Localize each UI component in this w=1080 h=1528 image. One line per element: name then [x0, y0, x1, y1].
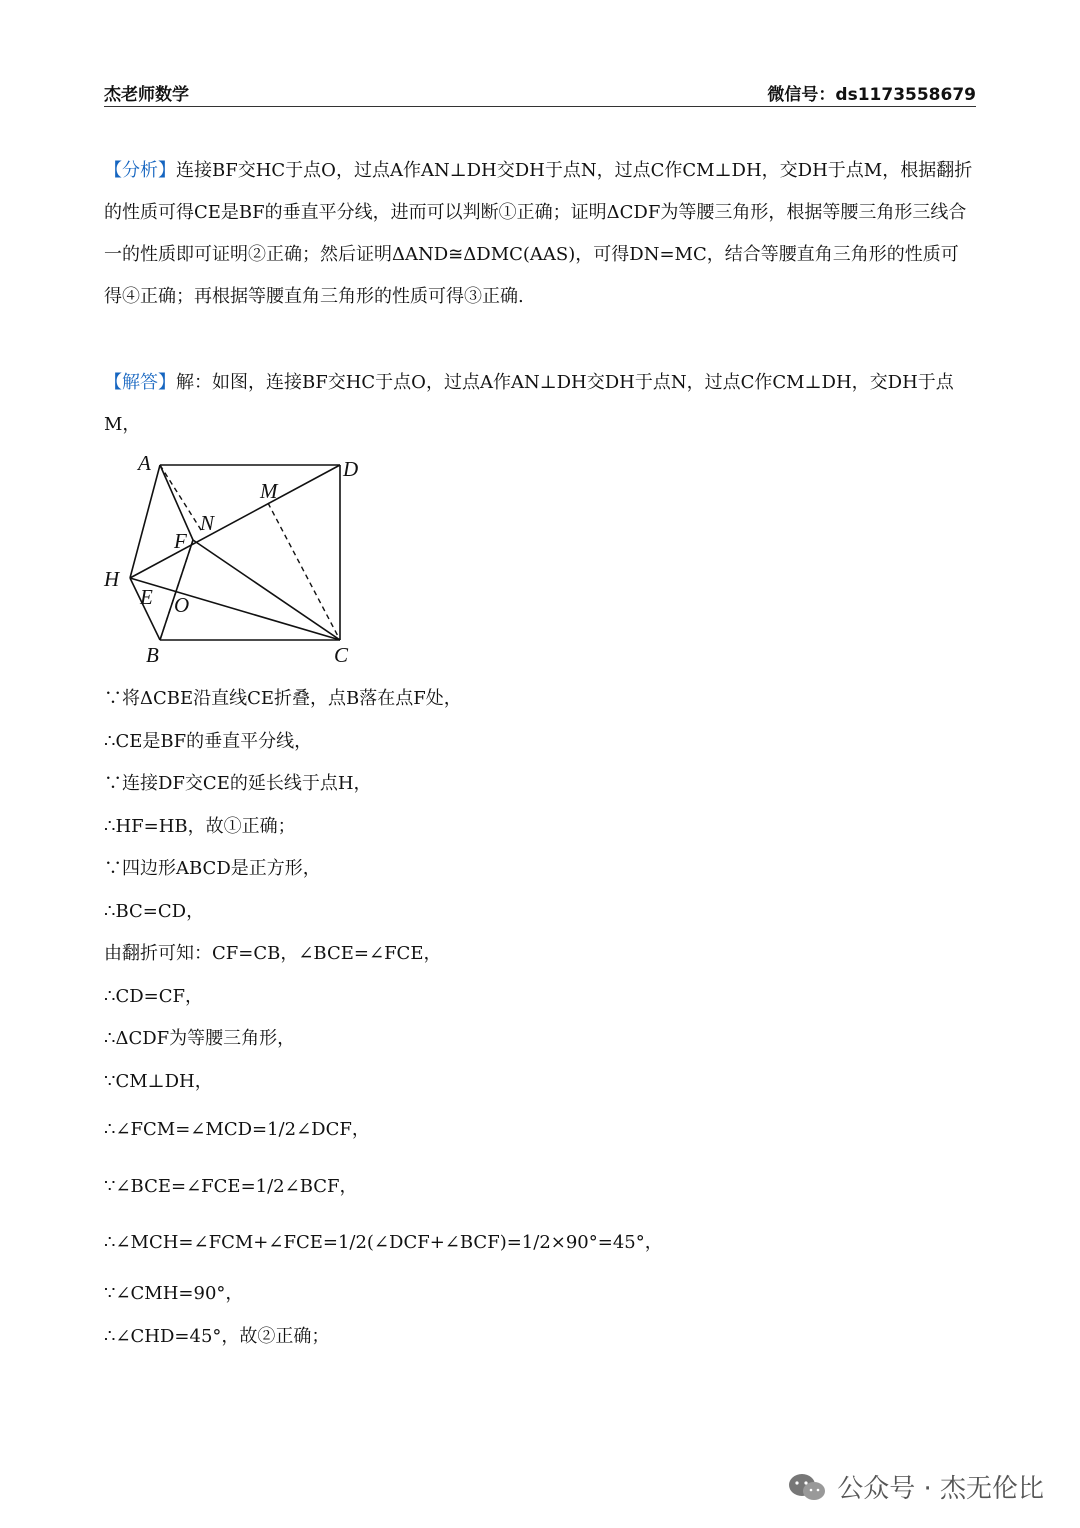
dashed-AN	[160, 465, 203, 533]
step-line: ∴∠MCH=∠FCM+∠FCE=1/2(∠DCF+∠BCF)=1/2×90°=45°，	[104, 1232, 663, 1253]
line-HC	[130, 578, 340, 640]
label-N: N	[200, 511, 215, 535]
page-header	[104, 78, 976, 107]
step-line: ∴∠FCM=∠MCD=1/2∠DCF，	[104, 1119, 370, 1140]
dashed-CM	[268, 503, 340, 640]
step-line: ∵四边形ABCD是正方形，	[104, 858, 321, 879]
analysis-paragraph	[104, 150, 976, 318]
solution-paragraph	[104, 362, 976, 446]
label-B: B	[146, 643, 159, 667]
label-H: H	[104, 567, 120, 591]
analysis-text: 连接BF交HC于点O，过点A作AN⊥DH交DH于点N，过点C作CM⊥DH，交DH于点M，根据翻折的性质可得CE是BF的垂直平分线，进而可以判断①正确；证明ΔCDF为等腰三角形，根据等腰三角形三线合一的性质即可证明②正确；然后证明ΔAND≅ΔDMC(AAS)，可得DN=MC，结合等腰直角三角形的性质可得④正确；再根据等腰直角三角形的性质可得③正确.	[104, 160, 973, 307]
label-C: C	[334, 643, 349, 667]
label-A: A	[138, 451, 151, 475]
header-wechat-id: 微信号：ds1173558679	[767, 85, 976, 105]
geometry-figure	[100, 448, 370, 673]
analysis-tag: 【分析】	[104, 160, 176, 181]
label-F: F	[174, 529, 187, 553]
wechat-icon	[787, 1472, 827, 1502]
step-line: ∴BC=CD，	[104, 901, 205, 922]
label-M: M	[260, 479, 278, 503]
solution-tag: 【解答】	[104, 372, 176, 393]
step-line: ∵CM⊥DH，	[104, 1071, 213, 1092]
step-line: ∵∠BCE=∠FCE=1/2∠BCF，	[104, 1176, 358, 1197]
step-line: ∴∠CHD=45°，故②正确；	[104, 1326, 330, 1347]
watermark-text: 公众号 · 杰无伦比	[837, 1474, 1044, 1504]
label-D: D	[343, 457, 359, 481]
edge-AH	[130, 465, 160, 578]
step-line: ∴CD=CF，	[104, 986, 203, 1007]
line-HD	[130, 465, 340, 578]
step-line: 由翻折可知：CF=CB，∠BCE=∠FCE，	[104, 943, 442, 964]
step-line: ∴ΔCDF为等腰三角形，	[104, 1028, 296, 1049]
solution-text: 解：如图，连接BF交HC于点O，过点A作AN⊥DH交DH于点N，过点C作CM⊥DH，交DH于点M，	[104, 372, 954, 435]
label-E: E	[140, 585, 153, 609]
step-line: ∴HF=HB，故①正确；	[104, 816, 296, 837]
edge-FB	[160, 540, 193, 640]
watermark	[787, 1468, 1044, 1505]
header-brand: 杰老师数学	[104, 85, 189, 105]
step-line: ∵连接DF交CE的延长线于点H，	[104, 773, 372, 794]
step-line: ∵将ΔCBE沿直线CE折叠，点B落在点F处，	[104, 688, 462, 709]
label-O: O	[174, 593, 190, 617]
step-line: ∵∠CMH=90°，	[104, 1283, 244, 1304]
step-line: ∴CE是BF的垂直平分线，	[104, 731, 313, 752]
line-FC	[193, 540, 340, 640]
